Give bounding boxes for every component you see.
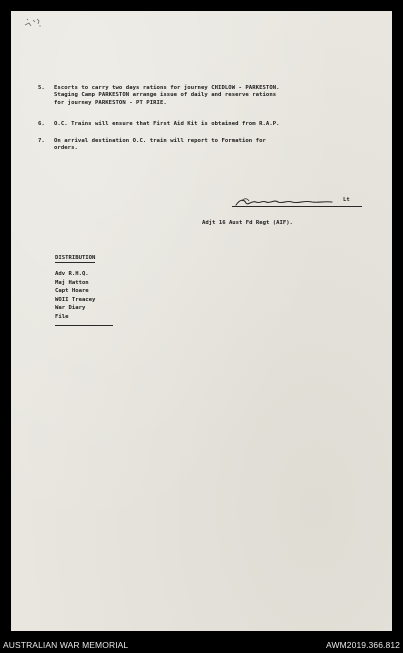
- list-item: Adv R.H.Q.: [55, 271, 89, 277]
- distribution-list: [55, 270, 95, 322]
- list-item: File: [55, 313, 69, 320]
- paragraph-text: On arrival destination O.C. train will report to Formation for orders.: [54, 138, 266, 152]
- paragraph-text: Escorts to carry two days rations for journey CHIDLOW - PARKESTON. Staging Camp PARKESTON arrange issue of daily and reserve rations for journey PARKESTON - PT PIRIE.: [54, 85, 280, 106]
- paragraph-7: [38, 138, 368, 153]
- paragraph-number: 6.: [38, 121, 45, 127]
- list-item: Capt Hoare: [55, 288, 89, 295]
- paragraph-text: O.C. Trains will ensure that First Aid Kit is obtained from R.A.P.: [54, 121, 280, 127]
- paragraph-number: 5.: [38, 85, 45, 91]
- institution-label: AUSTRALIAN WAR MEMORIAL: [3, 640, 129, 650]
- paragraph-number: 7.: [38, 138, 45, 144]
- distribution-underline: [55, 325, 113, 326]
- paragraph-5: [38, 85, 368, 107]
- paragraph-6: [38, 121, 368, 128]
- signature-rank: Lt: [343, 197, 350, 203]
- signatory-title: Adjt 16 Aust Fd Regt (AIF).: [202, 220, 293, 226]
- list-item: War Diary: [55, 305, 86, 312]
- ink-mark-icon: [24, 17, 42, 29]
- list-item: WOII Treacey: [55, 296, 96, 303]
- distribution-heading: DISTRIBUTION: [55, 255, 96, 261]
- reference-number: AWM2019.366.812: [326, 640, 400, 650]
- signature-underline: [232, 206, 362, 207]
- list-item: Maj Hatton: [55, 279, 89, 286]
